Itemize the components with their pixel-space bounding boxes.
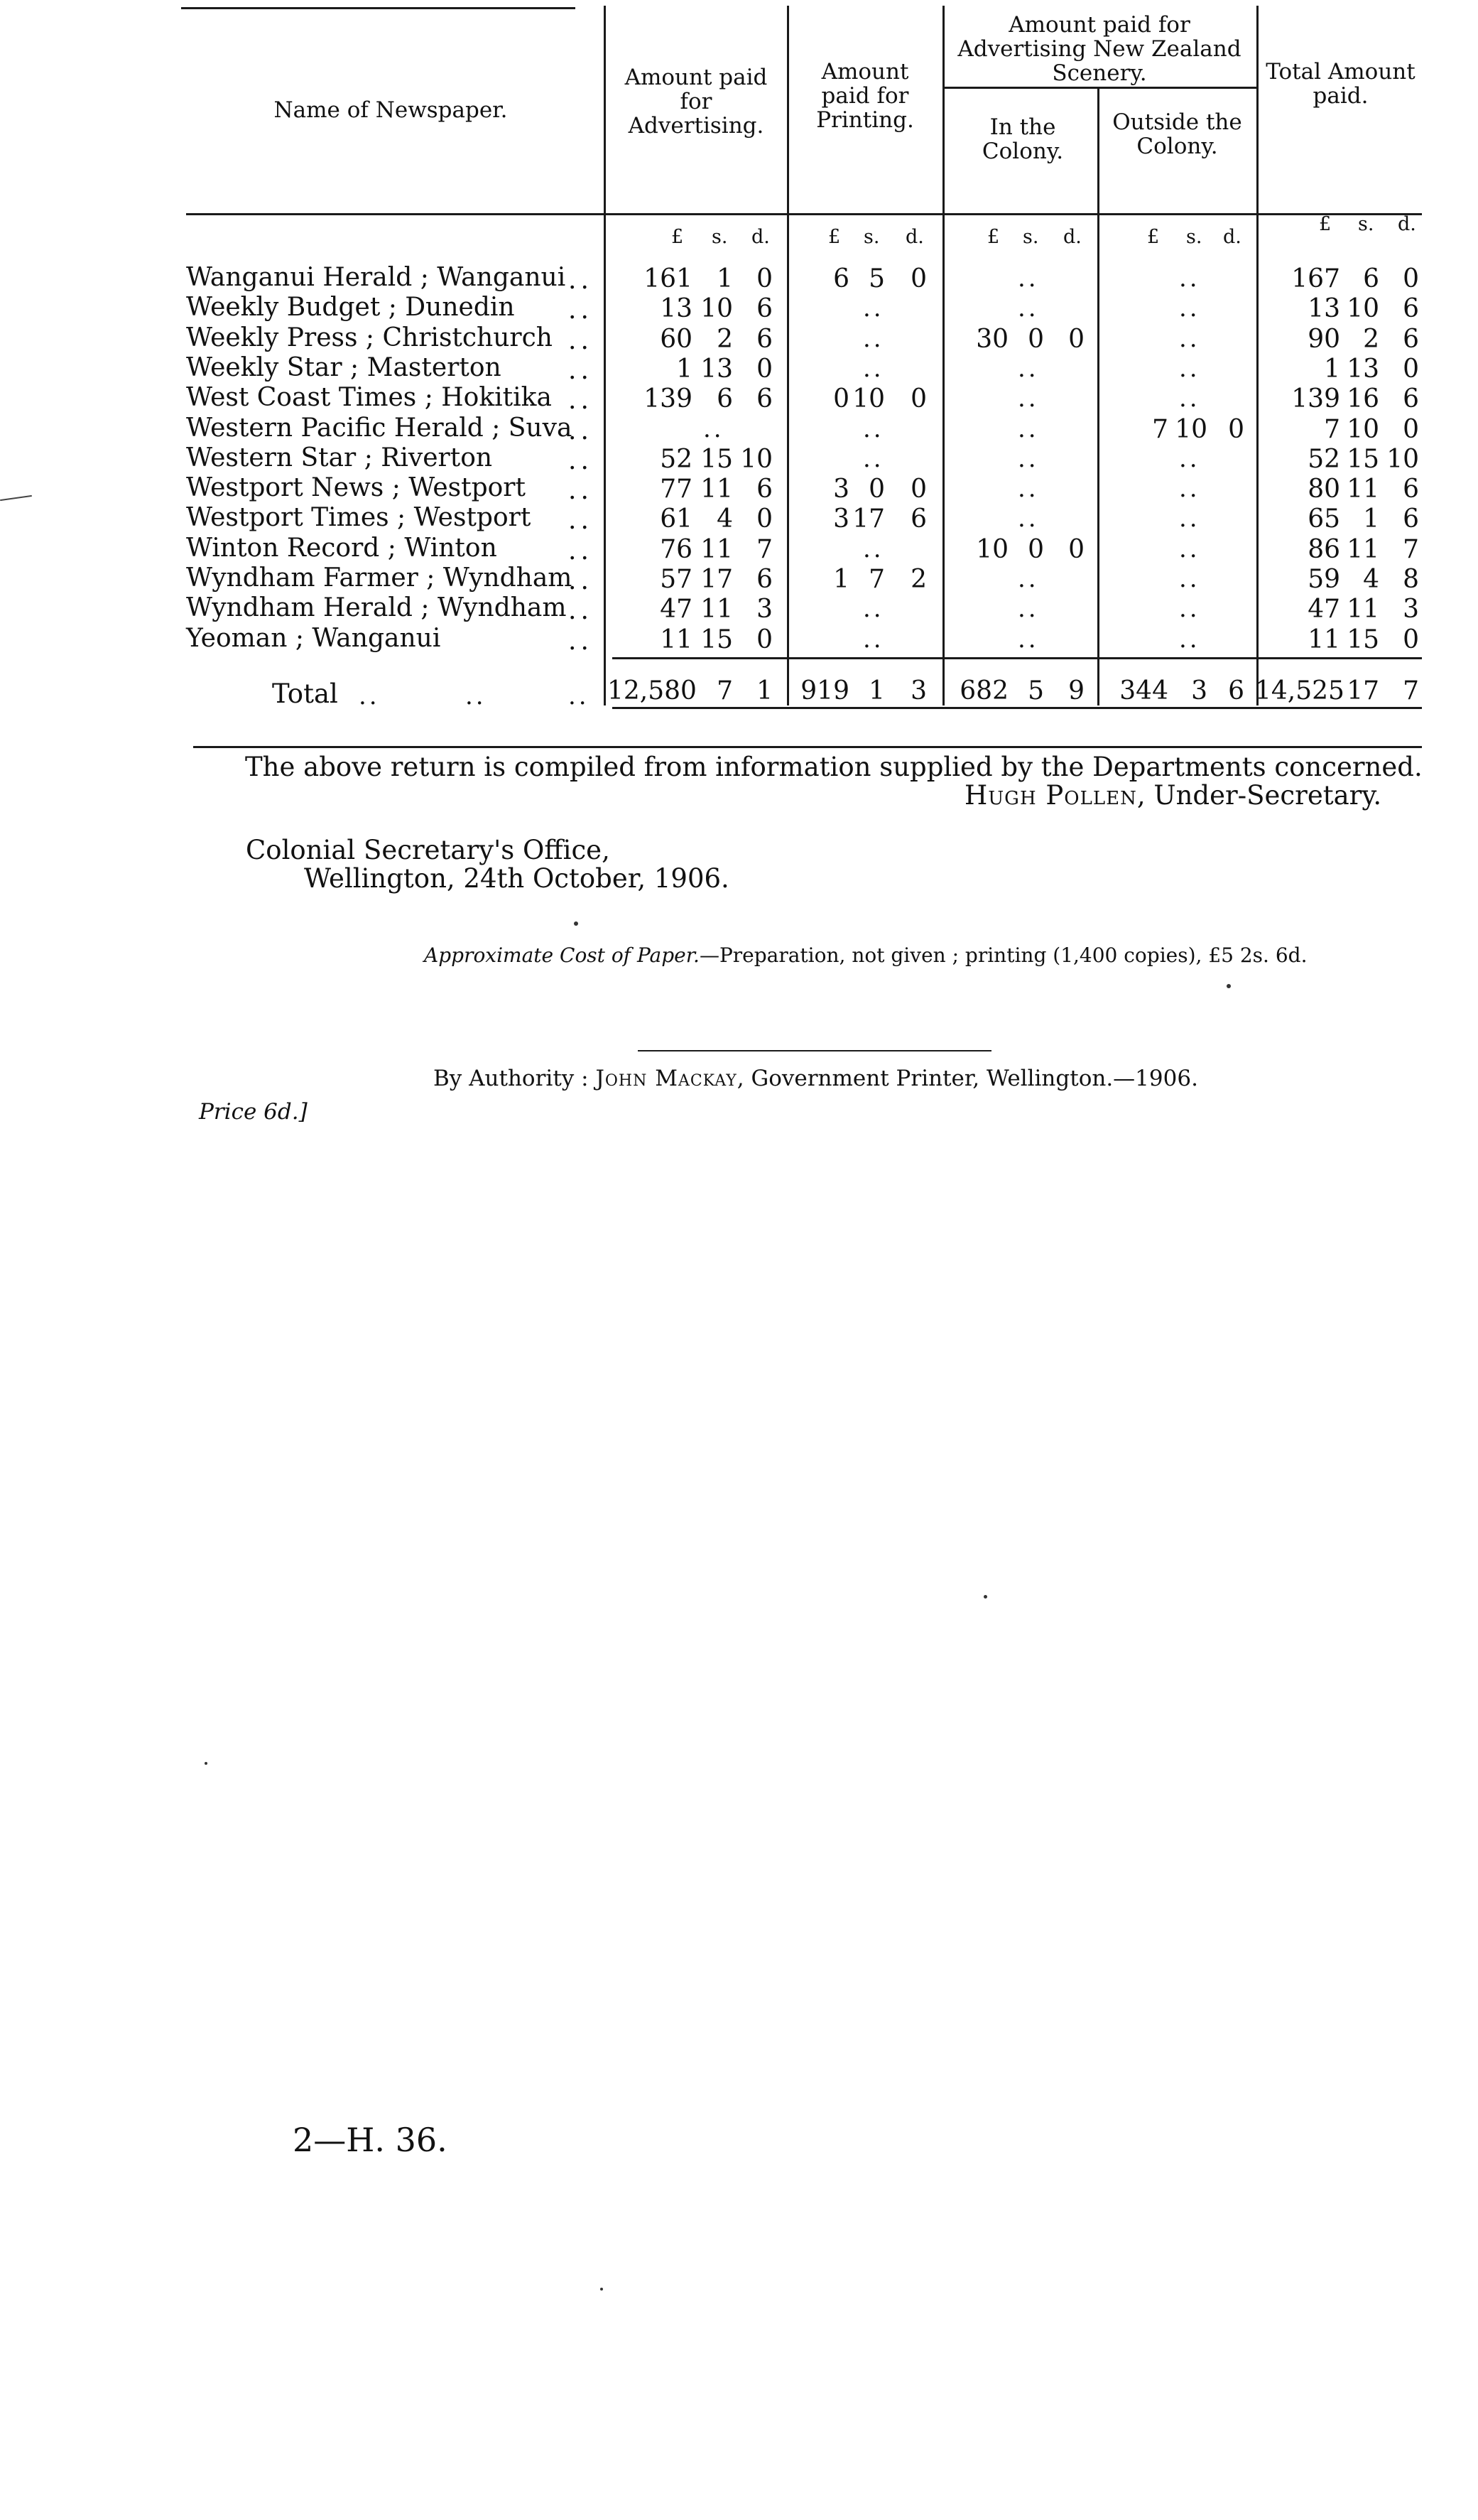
cost-label: Approximate Cost of Paper. xyxy=(424,943,700,967)
newspaper-name: Westport News ; Westport xyxy=(186,473,526,502)
amount-total-pence: 6 xyxy=(1403,384,1419,413)
amount-total-pounds: 65 xyxy=(1308,504,1340,534)
newspaper-name: West Coast Times ; Hokitika xyxy=(186,383,552,412)
amount-total-shillings: 10 xyxy=(1347,415,1379,444)
header-scenery: Amount paid for Advertising New Zealand Scenery. xyxy=(957,12,1241,86)
row-leader: .. xyxy=(568,386,593,415)
table-end-rule xyxy=(193,746,1422,748)
newspaper-name: Winton Record ; Winton xyxy=(186,534,497,563)
empty-out: .. xyxy=(1179,384,1200,413)
row-leader: .. xyxy=(568,627,593,656)
amount-print-pounds: 3 xyxy=(833,504,849,534)
cost-text: —Preparation, not given ; printing (1,400 copies), £5 2s. 6d. xyxy=(699,943,1308,967)
amount-print-shillings: 10 xyxy=(852,384,885,413)
amount-total-shillings: 11 xyxy=(1347,595,1379,624)
empty-out: .. xyxy=(1179,535,1200,563)
unit-print-shillings: s. xyxy=(864,226,880,248)
total-out-pounds: 344 xyxy=(1119,676,1168,705)
amount-total-pounds: 90 xyxy=(1308,325,1340,354)
newspaper-name: Wyndham Herald ; Wyndham xyxy=(186,593,567,622)
amount-adv-shillings: 1 xyxy=(717,264,733,293)
header-name: Name of Newspaper. xyxy=(273,97,508,123)
unit-out-pounds: £ xyxy=(1147,226,1160,248)
amount-adv-shillings: 6 xyxy=(717,384,733,413)
amount-total-shillings: 16 xyxy=(1347,384,1379,413)
empty-print: .. xyxy=(863,294,884,323)
amount-adv-pence: 0 xyxy=(756,504,773,534)
newspaper-name: Wyndham Farmer ; Wyndham xyxy=(186,563,572,593)
amount-in-pence: 0 xyxy=(1068,325,1085,354)
amount-total-shillings: 2 xyxy=(1363,325,1379,354)
unit-in-shillings: s. xyxy=(1023,226,1039,248)
row-leader: .. xyxy=(568,476,593,505)
amount-in-shillings: 0 xyxy=(1028,325,1044,354)
amount-adv-shillings: 4 xyxy=(717,504,733,534)
amount-adv-pounds: 76 xyxy=(660,535,692,564)
total-out-pence: 6 xyxy=(1228,676,1244,705)
amount-print-pounds: 0 xyxy=(833,384,849,413)
amount-total-pence: 3 xyxy=(1403,595,1419,624)
unit-print-pounds: £ xyxy=(828,226,841,248)
amount-adv-pounds: 13 xyxy=(660,294,692,323)
signature xyxy=(964,780,1381,811)
unit-total-shillings: s. xyxy=(1358,213,1374,235)
amount-adv-shillings: 17 xyxy=(700,565,733,594)
amount-adv-shillings: 2 xyxy=(717,325,733,354)
amount-print-shillings: 5 xyxy=(869,264,885,293)
newspaper-name: Western Pacific Herald ; Suva xyxy=(186,413,572,443)
amount-adv-pence: 6 xyxy=(756,294,773,323)
amount-print-pounds: 1 xyxy=(833,565,849,594)
newspaper-name: Yeoman ; Wanganui xyxy=(186,624,441,653)
amount-total-shillings: 11 xyxy=(1347,535,1379,564)
empty-print: .. xyxy=(863,595,884,623)
amount-adv-shillings: 13 xyxy=(700,355,733,384)
amount-total-shillings: 15 xyxy=(1347,625,1379,654)
total-leader-3: .. xyxy=(568,682,589,710)
amount-out-pounds: 7 xyxy=(1152,415,1168,444)
empty-out: .. xyxy=(1179,625,1200,654)
amount-print-pounds: 6 xyxy=(833,264,849,293)
amount-out-pence: 0 xyxy=(1228,415,1244,444)
price-text: Price 6d.] xyxy=(199,1099,308,1125)
amount-total-pence: 0 xyxy=(1403,355,1419,384)
amount-in-pounds: 30 xyxy=(976,325,1009,354)
total-print-shillings: 1 xyxy=(869,676,885,705)
amount-total-pounds: 11 xyxy=(1308,625,1340,654)
unit-print-pence: d. xyxy=(906,226,924,248)
total-top-rule xyxy=(612,657,1422,659)
empty-in: .. xyxy=(1018,415,1039,443)
amount-total-pence: 0 xyxy=(1403,625,1419,654)
header-outside-colony: Outside the Colony. xyxy=(1112,109,1242,159)
amount-adv-pence: 7 xyxy=(756,535,773,564)
empty-out: .. xyxy=(1179,475,1200,503)
amount-print-shillings: 17 xyxy=(852,504,885,534)
row-leader: .. xyxy=(568,566,593,595)
amount-print-pence: 0 xyxy=(911,475,927,504)
newspaper-name: Western Star ; Riverton xyxy=(186,443,493,472)
amount-adv-pounds: 60 xyxy=(660,325,692,354)
amount-total-pence: 6 xyxy=(1403,325,1419,354)
amount-adv-pence: 6 xyxy=(756,565,773,594)
row-leader: .. xyxy=(568,506,593,535)
empty-print: .. xyxy=(863,625,884,654)
total-total-pence: 7 xyxy=(1403,676,1419,705)
unit-adv-pounds: £ xyxy=(671,226,684,248)
amount-adv-pounds: 77 xyxy=(660,475,692,504)
authority-rule xyxy=(638,1050,991,1051)
newspaper-name: Weekly Budget ; Dunedin xyxy=(186,293,515,322)
col-rule-5 xyxy=(1256,6,1259,705)
amount-total-shillings: 1 xyxy=(1363,504,1379,534)
total-bottom-rule xyxy=(612,707,1422,709)
amount-total-shillings: 15 xyxy=(1347,445,1379,474)
office-line-1: Colonial Secretary's Office, xyxy=(246,835,610,865)
empty-print: .. xyxy=(863,535,884,563)
amount-total-pounds: 52 xyxy=(1308,445,1340,474)
empty-in: .. xyxy=(1018,595,1039,623)
speck-4 xyxy=(205,1762,207,1765)
amount-print-pence: 0 xyxy=(911,384,927,413)
empty-in: .. xyxy=(1018,625,1039,654)
empty-print: .. xyxy=(863,325,884,353)
col-rule-2 xyxy=(787,6,789,705)
amount-adv-pence: 0 xyxy=(756,625,773,654)
header-total: Total Amount paid. xyxy=(1266,59,1415,109)
empty-out: .. xyxy=(1179,504,1200,533)
total-in-pounds: 682 xyxy=(960,676,1009,705)
amount-adv-shillings: 11 xyxy=(700,475,733,504)
amount-total-pounds: 47 xyxy=(1308,595,1340,624)
unit-in-pounds: £ xyxy=(987,226,1000,248)
total-leader-1: .. xyxy=(359,682,380,710)
total-in-pence: 9 xyxy=(1068,676,1085,705)
amount-total-shillings: 4 xyxy=(1363,565,1379,594)
authority-line xyxy=(433,1066,1198,1091)
signature-name: Hugh Pollen xyxy=(964,780,1137,811)
total-total-pounds: 14,525 xyxy=(1255,676,1344,705)
amount-adv-pence: 6 xyxy=(756,475,773,504)
amount-adv-pounds: 61 xyxy=(660,504,692,534)
amount-adv-pounds: 139 xyxy=(643,384,692,413)
cost-note xyxy=(424,943,1307,967)
page-reference: 2—H. 36. xyxy=(293,2121,447,2159)
amount-total-pounds: 13 xyxy=(1308,294,1340,323)
total-in-shillings: 5 xyxy=(1028,676,1044,705)
amount-total-shillings: 11 xyxy=(1347,475,1379,504)
newspaper-name: Westport Times ; Westport xyxy=(186,503,531,532)
authority-printer: John Mackay xyxy=(595,1066,737,1091)
empty-out: .. xyxy=(1179,325,1200,353)
amount-print-pence: 2 xyxy=(911,565,927,594)
amount-adv-shillings: 10 xyxy=(700,294,733,323)
empty-in: .. xyxy=(1018,384,1039,413)
authority-prefix: By Authority : xyxy=(433,1066,589,1091)
amount-total-pence: 6 xyxy=(1403,475,1419,504)
amount-total-pence: 10 xyxy=(1386,445,1419,474)
amount-adv-pounds: 47 xyxy=(660,595,692,624)
header-advertising: Amount paid for Advertising. xyxy=(624,65,768,139)
amount-adv-pounds: 52 xyxy=(660,445,692,474)
newspaper-name: Weekly Press ; Christchurch xyxy=(186,323,553,352)
scenery-group-rule xyxy=(942,87,1256,89)
empty-in: .. xyxy=(1018,445,1039,473)
unit-out-pence: d. xyxy=(1223,226,1241,248)
amount-adv-pence: 6 xyxy=(756,384,773,413)
unit-adv-pence: d. xyxy=(751,226,770,248)
speck-1 xyxy=(574,921,578,926)
amount-adv-pence: 0 xyxy=(756,355,773,384)
amount-total-shillings: 6 xyxy=(1363,264,1379,293)
row-leader: .. xyxy=(568,536,593,566)
empty-in: .. xyxy=(1018,355,1039,383)
amount-total-pence: 6 xyxy=(1403,504,1419,534)
unit-adv-shillings: s. xyxy=(712,226,728,248)
top-rule xyxy=(181,7,575,9)
price xyxy=(199,1099,308,1125)
unit-total-pence: d. xyxy=(1398,213,1416,235)
row-leader: .. xyxy=(568,296,593,325)
row-leader: .. xyxy=(568,266,593,295)
amount-in-pounds: 10 xyxy=(976,535,1009,564)
empty-print: .. xyxy=(863,355,884,383)
row-leader: .. xyxy=(568,416,593,445)
speck-2 xyxy=(1227,984,1231,988)
total-label: Total xyxy=(272,678,338,709)
amount-total-pence: 8 xyxy=(1403,565,1419,594)
empty-in: .. xyxy=(1018,294,1039,323)
amount-print-shillings: 0 xyxy=(869,475,885,504)
empty-print: .. xyxy=(863,415,884,443)
unit-out-shillings: s. xyxy=(1186,226,1202,248)
amount-out-shillings: 10 xyxy=(1175,415,1207,444)
total-adv-pounds: 12,580 xyxy=(607,676,697,705)
amount-total-pence: 0 xyxy=(1403,415,1419,444)
amount-adv-pence: 0 xyxy=(756,264,773,293)
return-note: The above return is compiled from information supplied by the Departments concerned. xyxy=(245,752,1423,782)
total-print-pounds: 919 xyxy=(800,676,849,705)
empty-adv: .. xyxy=(703,415,724,443)
empty-out: .. xyxy=(1179,445,1200,473)
amount-total-shillings: 10 xyxy=(1347,294,1379,323)
amount-total-pence: 6 xyxy=(1403,294,1419,323)
empty-out: .. xyxy=(1179,355,1200,383)
amount-adv-pence: 10 xyxy=(740,445,773,474)
total-out-shillings: 3 xyxy=(1191,676,1207,705)
amount-adv-shillings: 15 xyxy=(700,625,733,654)
empty-in: .. xyxy=(1018,475,1039,503)
newspaper-name: Weekly Star ; Masterton xyxy=(186,353,501,382)
signature-title: , Under-Secretary. xyxy=(1136,780,1382,811)
authority-suffix: , Government Printer, Wellington.—1906. xyxy=(737,1066,1198,1091)
amount-print-pence: 0 xyxy=(911,264,927,293)
scan-mark-1 xyxy=(0,495,32,501)
row-leader: .. xyxy=(568,326,593,355)
amount-in-shillings: 0 xyxy=(1028,535,1044,564)
empty-print: .. xyxy=(863,445,884,473)
amount-print-pence: 6 xyxy=(911,504,927,534)
amount-total-pounds: 167 xyxy=(1291,264,1340,293)
amount-total-pounds: 1 xyxy=(1324,355,1340,384)
header-printing: Amount paid for Printing. xyxy=(816,59,914,133)
empty-in: .. xyxy=(1018,264,1039,293)
amount-adv-pence: 3 xyxy=(756,595,773,624)
amount-adv-pounds: 11 xyxy=(660,625,692,654)
amount-total-pence: 0 xyxy=(1403,264,1419,293)
amount-adv-pence: 6 xyxy=(756,325,773,354)
header-in-colony: In the Colony. xyxy=(982,114,1064,164)
amount-print-shillings: 7 xyxy=(869,565,885,594)
empty-out: .. xyxy=(1179,595,1200,623)
amount-total-pounds: 59 xyxy=(1308,565,1340,594)
amount-total-pounds: 86 xyxy=(1308,535,1340,564)
total-leader-2: .. xyxy=(465,682,487,710)
amount-total-pounds: 7 xyxy=(1324,415,1340,444)
amount-total-pounds: 139 xyxy=(1291,384,1340,413)
total-adv-pence: 1 xyxy=(756,676,773,705)
speck-3 xyxy=(984,1595,987,1599)
total-adv-shillings: 7 xyxy=(717,676,733,705)
row-leader: .. xyxy=(568,356,593,385)
unit-in-pence: d. xyxy=(1063,226,1082,248)
unit-total-pounds: £ xyxy=(1319,213,1332,235)
empty-out: .. xyxy=(1179,565,1200,593)
speck-5 xyxy=(600,2288,603,2291)
total-print-pence: 3 xyxy=(911,676,927,705)
amount-print-pounds: 3 xyxy=(833,475,849,504)
col-rule-4 xyxy=(1097,87,1099,705)
office-line-2: Wellington, 24th October, 1906. xyxy=(304,863,729,894)
col-rule-1 xyxy=(604,6,606,705)
amount-adv-shillings: 15 xyxy=(700,445,733,474)
empty-out: .. xyxy=(1179,264,1200,293)
empty-in: .. xyxy=(1018,504,1039,533)
amount-adv-pounds: 1 xyxy=(676,355,692,384)
empty-in: .. xyxy=(1018,565,1039,593)
newspaper-name: Wanganui Herald ; Wanganui xyxy=(186,263,566,292)
row-leader: .. xyxy=(568,596,593,625)
amount-in-pence: 0 xyxy=(1068,535,1085,564)
total-total-shillings: 17 xyxy=(1347,676,1379,705)
amount-adv-shillings: 11 xyxy=(700,595,733,624)
amount-adv-pounds: 161 xyxy=(643,264,692,293)
row-leader: .. xyxy=(568,446,593,475)
amount-total-shillings: 13 xyxy=(1347,355,1379,384)
amount-adv-shillings: 11 xyxy=(700,535,733,564)
amount-total-pence: 7 xyxy=(1403,535,1419,564)
amount-total-pounds: 80 xyxy=(1308,475,1340,504)
amount-adv-pounds: 57 xyxy=(660,565,692,594)
header-bottom-rule xyxy=(186,213,1422,215)
empty-out: .. xyxy=(1179,294,1200,323)
col-rule-3 xyxy=(942,6,945,705)
